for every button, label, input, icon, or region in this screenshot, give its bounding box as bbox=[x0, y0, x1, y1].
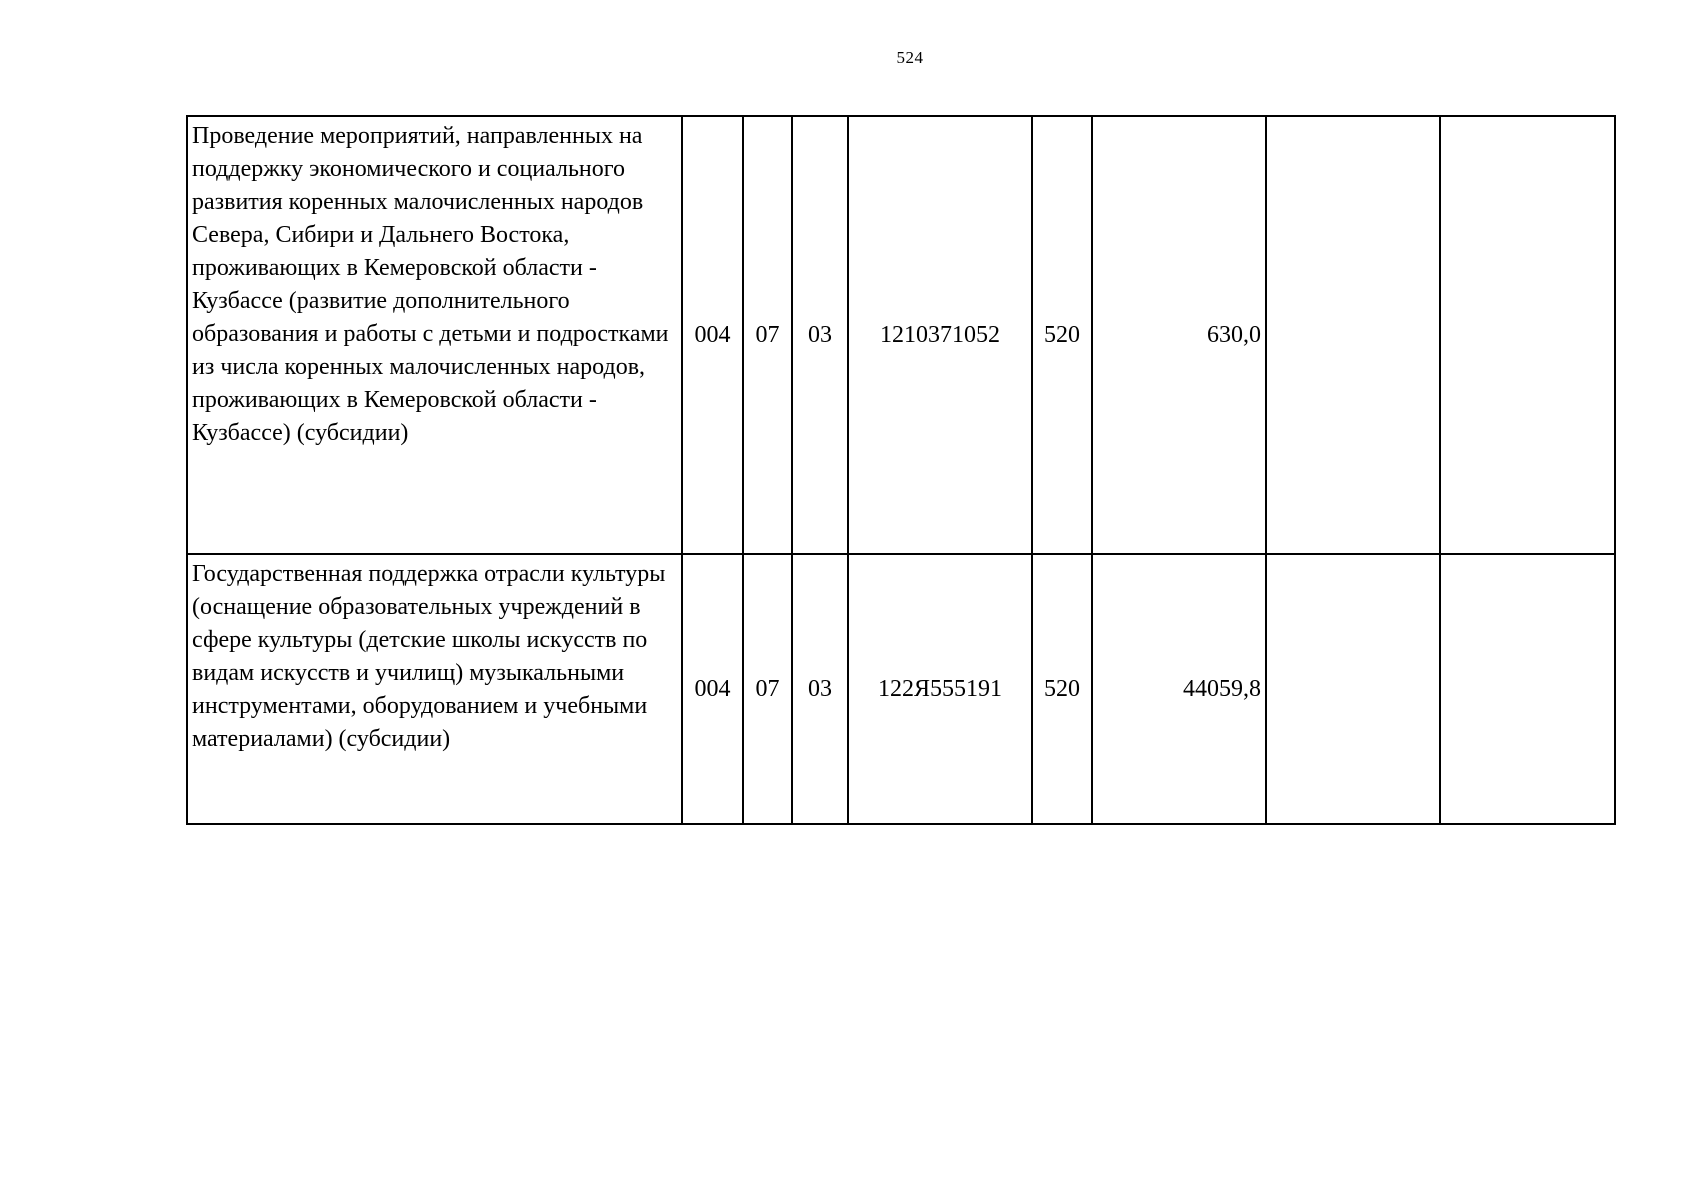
amount-cell-2 bbox=[1266, 116, 1440, 554]
budget-table bbox=[186, 115, 1616, 825]
expense-type-cell: 520 bbox=[1032, 554, 1092, 824]
section-code-cell: 07 bbox=[743, 554, 792, 824]
description-cell: Государственная поддержка отрасли культуры (оснащение образовательных учреждений в сфере культуры (детские школы искусств по видам искусств и училищ) музыкальными инструментами, оборудованием и учебными материалами) (субсидии) bbox=[187, 554, 682, 824]
subsection-code-cell: 03 bbox=[792, 116, 848, 554]
ministry-code-cell: 004 bbox=[682, 554, 743, 824]
amount-cell-1: 44059,8 bbox=[1092, 554, 1266, 824]
section-code-cell: 07 bbox=[743, 116, 792, 554]
amount-cell-2 bbox=[1266, 554, 1440, 824]
target-article-cell: 1210371052 bbox=[848, 116, 1032, 554]
amount-cell-1: 630,0 bbox=[1092, 116, 1266, 554]
table-row bbox=[187, 116, 1615, 554]
subsection-code-cell: 03 bbox=[792, 554, 848, 824]
table-row bbox=[187, 554, 1615, 824]
amount-cell-3 bbox=[1440, 554, 1615, 824]
expense-type-cell: 520 bbox=[1032, 116, 1092, 554]
ministry-code-cell: 004 bbox=[682, 116, 743, 554]
target-article-cell: 122Я555191 bbox=[848, 554, 1032, 824]
amount-cell-3 bbox=[1440, 116, 1615, 554]
description-cell: Проведение мероприятий, направленных на поддержку экономического и социального развития коренных малочисленных народов Севера, Сибири и Дальнего Востока, проживающих в Кемеровской области - Кузбассе (развитие дополнительного образования и работы с детьми и подростками из числа коренных малочисленных народов, проживающих в Кемеровской области - Кузбассе) (субсидии) bbox=[187, 116, 682, 554]
page-number: 524 bbox=[896, 48, 924, 67]
